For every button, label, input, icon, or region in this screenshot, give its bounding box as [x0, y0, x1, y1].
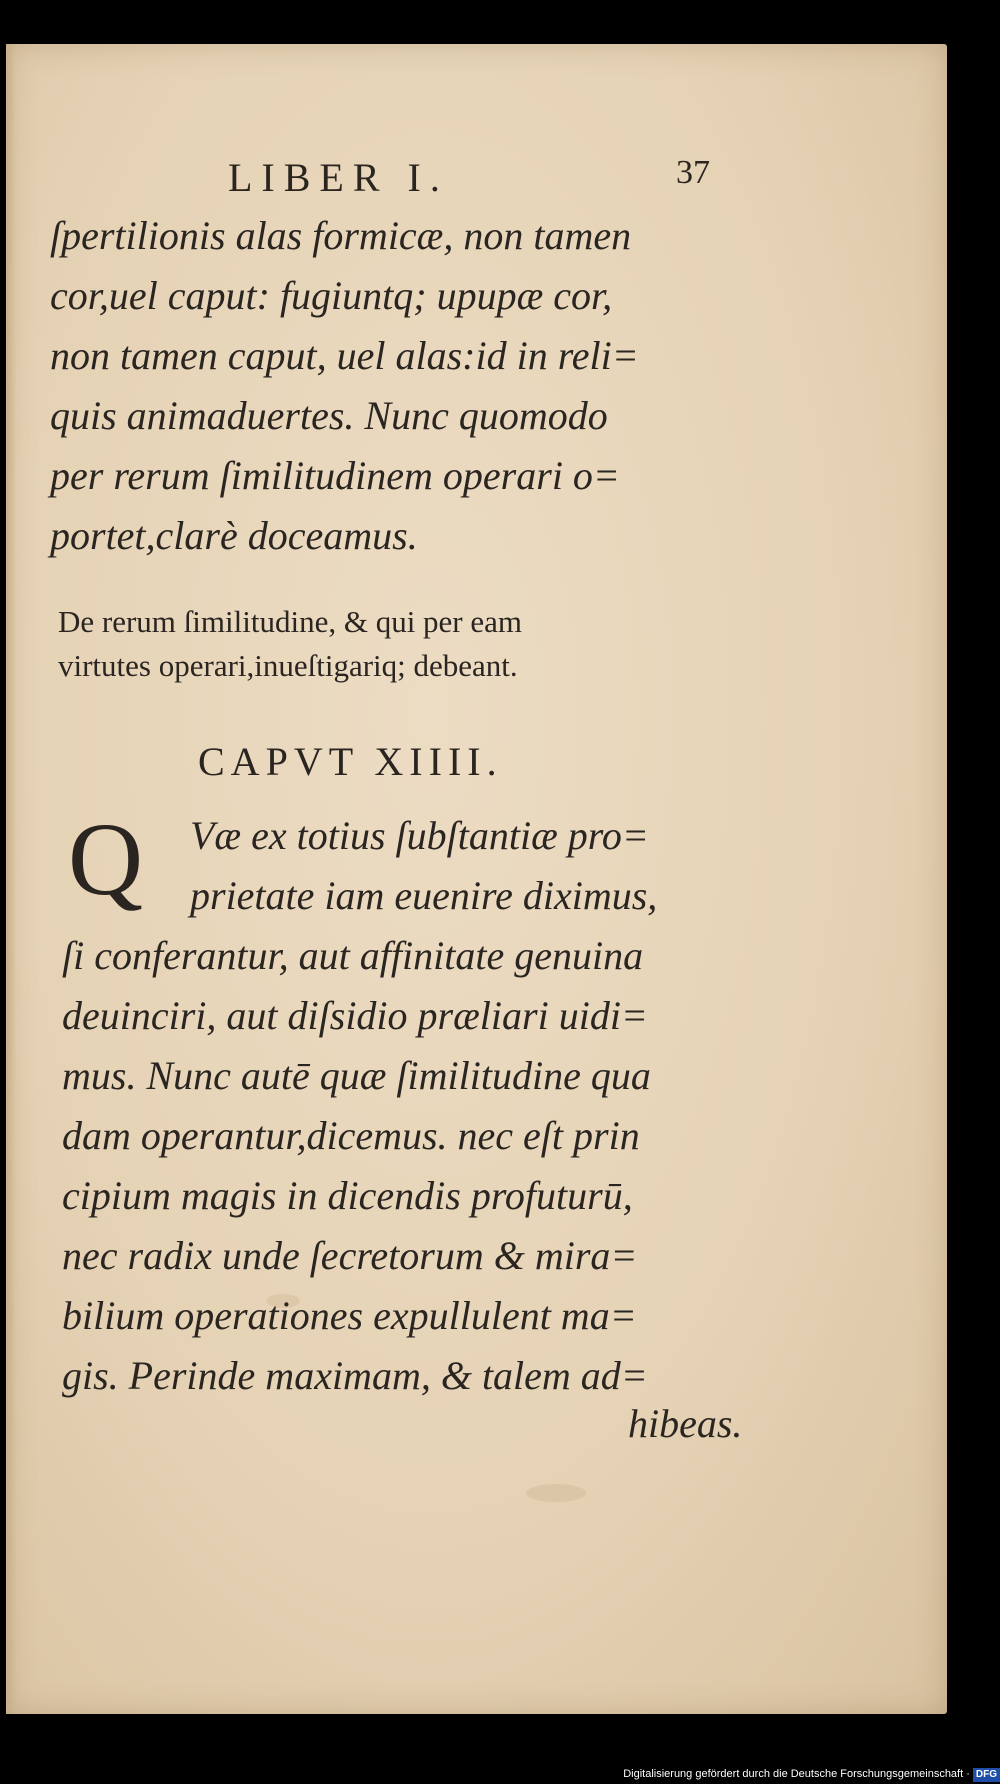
heading-line: virtutes operari,inueſtigariq; debeant. [58, 648, 518, 683]
credit-text: Digitalisierung gefördert durch die Deutsche Forschungsgemeinschaft · [623, 1768, 970, 1780]
page-edge [6, 44, 16, 1714]
heading-line: De rerum ſimilitudine, & qui per eam [58, 604, 523, 639]
text-line: portet,clarè doceamus. [50, 513, 418, 558]
text-line: prietate iam euenire diximus, [190, 873, 658, 918]
chapter-paragraph [62, 802, 762, 1406]
text-line: non tamen caput, uel alas:id in reli= [50, 333, 639, 378]
chapter-heading [58, 600, 758, 688]
text-line: gis. Perinde maximam, & talem ad= [62, 1353, 648, 1398]
drop-cap: Q [68, 802, 144, 917]
digitization-credit [600, 1764, 1000, 1784]
dfg-logo: DFG [973, 1768, 1000, 1782]
text-line: deuinciri, aut diſsidio præliari uidi= [62, 993, 648, 1038]
text-line: nec radix unde ſecretorum & mira= [62, 1233, 638, 1278]
text-line: dam operantur,dicemus. nec eſt prin [62, 1113, 640, 1158]
text-line: quis animaduertes. Nunc quomodo [50, 393, 608, 438]
text-line: ſi conferantur, aut affinitate genuina [62, 933, 644, 978]
text-line: bilium operationes expullulent ma= [62, 1293, 637, 1338]
running-head: LIBER I. [228, 155, 449, 200]
text-line: cipium magis in dicendis profuturū, [62, 1173, 633, 1218]
paper-stain [526, 1484, 586, 1502]
text-line: cor,uel caput: fugiuntq; upupæ cor, [50, 273, 613, 318]
catchword: hibeas. [628, 1401, 743, 1446]
page-header [0, 104, 1000, 200]
text-line: ſpertilionis alas formicæ, non tamen [50, 213, 632, 258]
chapter-title: CAPVT XIIII. [198, 739, 503, 784]
folio-number: 37 [676, 154, 710, 191]
text-line: mus. Nunc autē quæ ſimilitudine qua [62, 1053, 651, 1098]
body-paragraph [50, 206, 730, 566]
text-line: Væ ex totius ſubſtantiæ pro= [190, 813, 649, 858]
text-line: per rerum ſimilitudinem operari o= [50, 453, 620, 498]
